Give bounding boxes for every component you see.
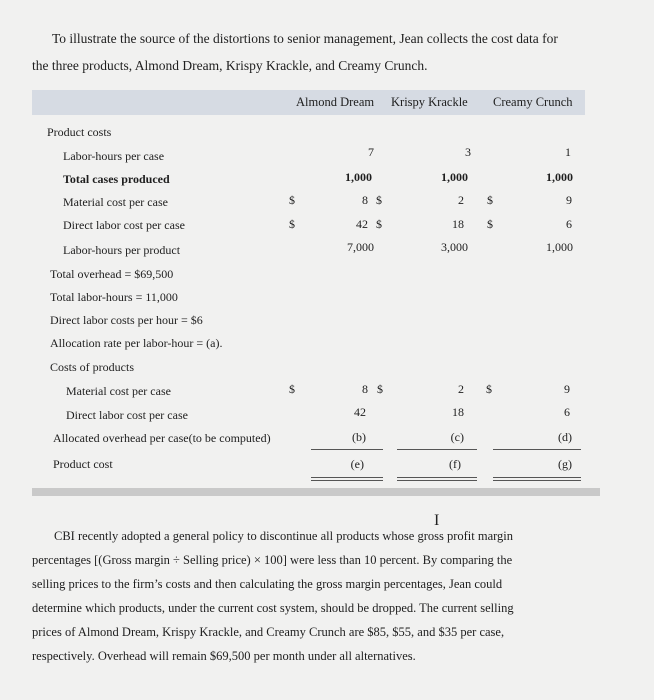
- dollar-sign: $: [377, 382, 383, 396]
- label-total-cases: Total cases produced: [63, 172, 170, 186]
- cell-material-krispy: 2: [458, 193, 464, 207]
- dollar-sign: $: [289, 217, 295, 231]
- label-material-cost: Material cost per case: [63, 195, 168, 209]
- cell-total-cases-almond: 1,000: [345, 170, 372, 184]
- para-line: selling prices to the firm’s costs and then calculating the gross margin percentages, Jean could: [32, 577, 503, 591]
- header-krispy-krackle: Krispy Krackle: [391, 95, 468, 109]
- para-line: CBI recently adopted a general policy to discontinue all products whose gross profit margin: [54, 529, 514, 543]
- cell-cp-dl-almond: 42: [354, 405, 366, 419]
- dollar-sign: $: [289, 382, 295, 396]
- para-line: respectively. Overhead will remain $69,500 per month under all alternatives.: [32, 649, 416, 663]
- para-line: prices of Almond Dream, Krispy Krackle, and Creamy Crunch are $85, $55, and $35 per case,: [32, 625, 505, 639]
- total-overhead: Total overhead = $69,500: [50, 267, 174, 281]
- cell-cp-material-creamy: 9: [564, 382, 570, 396]
- total-rule: [493, 477, 581, 478]
- label-direct-labor-cost: Direct labor cost per case: [63, 218, 185, 232]
- policy-paragraph: [32, 524, 617, 668]
- subtotal-rule: [493, 449, 581, 450]
- cell-lhp-almond: 7,000: [347, 240, 374, 254]
- intro-text: [32, 25, 632, 79]
- cell-labor-hours-almond: 7: [368, 145, 374, 159]
- dollar-sign: $: [376, 193, 382, 207]
- cell-lhp-creamy: 1,000: [546, 240, 573, 254]
- intro-line-2: the three products, Almond Dream, Krispy Krackle, and Creamy Crunch.: [32, 58, 428, 73]
- intro-line-1: To illustrate the source of the distortions to senior management, Jean collects the cost data for: [52, 31, 558, 46]
- cell-overhead-creamy: (d): [558, 430, 572, 444]
- cell-total-cases-creamy: 1,000: [546, 170, 573, 184]
- label-cp-allocated-overhead: Allocated overhead per case(to be computed): [53, 431, 271, 445]
- total-rule: [397, 477, 477, 478]
- cell-cp-material-almond: 8: [362, 382, 368, 396]
- cell-material-almond: 8: [362, 193, 368, 207]
- dollar-sign: $: [487, 193, 493, 207]
- label-labor-hours-per-product: Labor-hours per product: [63, 243, 181, 257]
- cell-product-cost-almond: (e): [350, 457, 364, 471]
- cell-direct-labor-almond: 42: [356, 217, 368, 231]
- cell-cp-dl-creamy: 6: [564, 405, 570, 419]
- cell-labor-hours-creamy: 1: [565, 145, 571, 159]
- total-rule: [311, 477, 383, 478]
- para-line: determine which products, under the current cost system, should be dropped. The current selling: [32, 601, 514, 615]
- label-cp-material: Material cost per case: [66, 384, 171, 398]
- text-cursor-icon: I: [434, 512, 440, 529]
- total-rule: [397, 480, 477, 481]
- cell-overhead-krispy: (c): [450, 430, 464, 444]
- subtotal-rule: [311, 449, 383, 450]
- dollar-sign: $: [487, 217, 493, 231]
- cell-labor-hours-krispy: 3: [465, 145, 471, 159]
- cell-product-cost-krispy: (f): [449, 457, 461, 471]
- subtotal-rule: [397, 449, 477, 450]
- cell-product-cost-creamy: (g): [558, 457, 572, 471]
- total-rule: [493, 480, 581, 481]
- allocation-rate: Allocation rate per labor-hour = (a).: [50, 336, 223, 350]
- dollar-sign: $: [289, 193, 295, 207]
- dollar-sign: $: [376, 217, 382, 231]
- cell-cp-dl-krispy: 18: [452, 405, 464, 419]
- cell-total-cases-krispy: 1,000: [441, 170, 468, 184]
- dl-cost-per-hour: Direct labor costs per hour = $6: [50, 313, 203, 327]
- header-almond-dream: Almond Dream: [296, 95, 375, 109]
- cell-direct-labor-krispy: 18: [452, 217, 464, 231]
- section-product-costs: Product costs: [47, 125, 112, 139]
- total-rule: [311, 480, 383, 481]
- cell-material-creamy: 9: [566, 193, 572, 207]
- label-labor-hours-per-case: Labor-hours per case: [63, 149, 165, 163]
- cell-cp-material-krispy: 2: [458, 382, 464, 396]
- cell-lhp-krispy: 3,000: [441, 240, 468, 254]
- cell-direct-labor-creamy: 6: [566, 217, 572, 231]
- section-costs-of-products: Costs of products: [50, 360, 134, 374]
- table-bottom-band: [32, 488, 600, 496]
- total-labor-hours: Total labor-hours = 11,000: [50, 290, 178, 304]
- dollar-sign: $: [486, 382, 492, 396]
- cell-overhead-almond: (b): [352, 430, 366, 444]
- label-product-cost: Product cost: [53, 457, 113, 471]
- para-line: percentages [(Gross margin ÷ Selling price) × 100] were less than 10 percent. By comparing the: [32, 553, 513, 567]
- label-cp-direct-labor: Direct labor cost per case: [66, 408, 188, 422]
- header-creamy-crunch: Creamy Crunch: [493, 95, 573, 109]
